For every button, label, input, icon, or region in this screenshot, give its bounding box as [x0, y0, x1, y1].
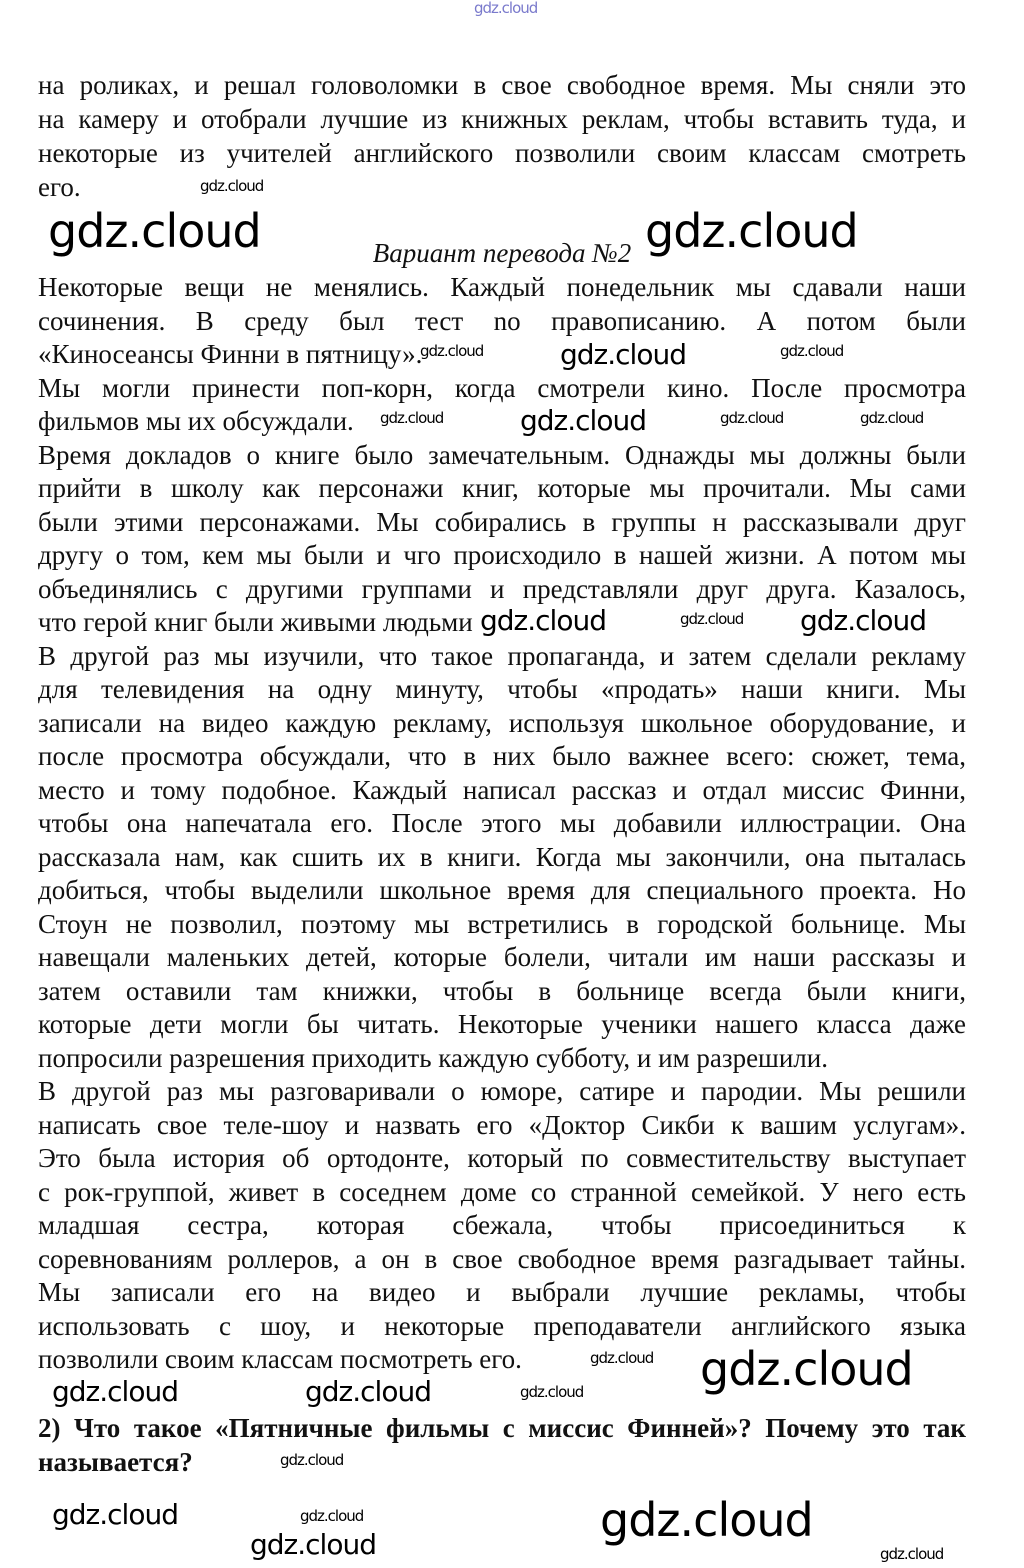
paragraph-5-line: с рок-группой, живет в соседнем доме со странной семейкой. У него есть [38, 1176, 966, 1207]
paragraph-4-line: Стоун не позволил, поэтому мы встретились в городской больнице. Мы [38, 908, 966, 939]
watermark: gdz.cloud [520, 1383, 584, 1401]
paragraph-4-line: для телевидения на одну минуту, чтобы «продать» наши книги. Мы [38, 674, 966, 704]
intro-text-line: на роликах, и решал головоломки в свое свободное время. Мы сняли это [38, 70, 966, 100]
watermark: gdz.cloud [250, 1528, 376, 1561]
paragraph-4-line: записали на видео каждую рекламу, используя школьное оборудование, и [38, 707, 966, 738]
paragraph-5-line: младшая сестра, которая сбежала, чтобы присоединиться к [38, 1210, 966, 1240]
intro-text-line: на камеру и отобрали лучшие из книжных реклам, чтобы вставить туда, и [38, 104, 966, 134]
paragraph-3-line: были этими персонажами. Мы собирались в группы н рассказывали друг [38, 506, 966, 537]
paragraph-3-line: что герой книг были живыми людьми [38, 607, 473, 637]
watermark: gdz.cloud [860, 409, 924, 427]
paragraph-4-line: место и тому подобное. Каждый написал рассказ и отдал миссис Финни, [38, 774, 966, 805]
watermark: gdz.cloud [380, 409, 444, 427]
paragraph-3-line: объединялись с другими группами и представляли друг друга. Казалось, [38, 573, 966, 604]
watermark: gdz.cloud [48, 204, 261, 258]
watermark: gdz.cloud [474, 0, 538, 17]
question-line: 2) Что такое «Пятничные фильмы с миссис Финней»? Почему это так [38, 1413, 966, 1443]
watermark: gdz.cloud [305, 1375, 431, 1408]
watermark: gdz.cloud [680, 610, 744, 628]
question-line: называется? [38, 1447, 193, 1477]
paragraph-5-line: Это была история об ортодонте, который по совместительству выступает [38, 1143, 966, 1173]
paragraph-5-line: позволили своим классам посмотреть его. [38, 1344, 522, 1374]
watermark: gdz.cloud [780, 342, 844, 360]
watermark: gdz.cloud [480, 604, 606, 637]
paragraph-5-line: Мы записали его на видео и выбрали лучшие рекламы, чтобы [38, 1277, 966, 1307]
paragraph-4-line: попросили разрешения приходить каждую субботу, и им разрешили. [38, 1042, 828, 1073]
paragraph-4-line: В другой раз мы изучили, что такое пропаганда, и затем сделали рекламу [38, 640, 966, 671]
watermark: gdz.cloud [880, 1545, 944, 1563]
watermark: gdz.cloud [600, 1493, 813, 1547]
paragraph-5-line: В другой раз мы разговаривали о юморе, сатире и пародии. Мы решили [38, 1076, 966, 1106]
watermark: gdz.cloud [52, 1498, 178, 1531]
paragraph-2-line: Мы могли принести поп-корн, когда смотрели кино. После просмотра [38, 372, 966, 403]
paragraph-1-line: сочинения. В среду был тест no правописанию. А потом были [38, 305, 966, 336]
watermark: gdz.cloud [520, 404, 646, 437]
paragraph-4-line: затем оставили там книжки, чтобы в больнице всегда были книги, [38, 975, 966, 1006]
paragraph-1-line: «Киносеансы Финни в пятницу». [38, 339, 423, 369]
watermark: gdz.cloud [590, 1349, 654, 1367]
watermark: gdz.cloud [720, 409, 784, 427]
watermark: gdz.cloud [200, 177, 264, 195]
watermark: gdz.cloud [645, 204, 858, 258]
translation-variant-heading: Вариант перевода №2 [372, 238, 632, 268]
watermark: gdz.cloud [420, 342, 484, 360]
watermark: gdz.cloud [300, 1507, 364, 1525]
paragraph-4-line: добиться, чтобы выделили школьное время для специального проекта. Но [38, 875, 966, 905]
intro-text-line: некоторые из учителей английского позволили своим классам смотреть [38, 138, 966, 168]
paragraph-4-line: рассказала нам, как сшить их в книги. Когда мы закончили, она пыталась [38, 841, 966, 872]
paragraph-4-line: чтобы она напечатала его. После этого мы добавили иллюстрации. Она [38, 808, 966, 838]
paragraph-4-line: после просмотра обсуждали, что в них было важнее всего: сюжет, тема, [38, 741, 966, 771]
paragraph-5-line: написать свое теле-шоу и назвать его «Доктор Сикби к вашим услугам». [38, 1109, 966, 1140]
watermark: gdz.cloud [700, 1342, 913, 1396]
paragraph-3-line: прийти в школу как персонажи книг, которые мы прочитали. Мы сами [38, 473, 966, 503]
paragraph-4-line: которые дети могли бы читать. Некоторые ученики нашего класса даже [38, 1009, 966, 1039]
watermark: gdz.cloud [280, 1451, 344, 1469]
paragraph-3-line: другу о том, кем мы были и чго происходило в нашей жизни. А потом мы [38, 540, 966, 570]
paragraph-5-line: соревнованиям роллеров, а он в свое свободное время разгадывает тайны. [38, 1243, 966, 1274]
watermark: gdz.cloud [52, 1375, 178, 1408]
watermark: gdz.cloud [800, 604, 926, 637]
paragraph-4-line: навещали маленьких детей, которые болели, читали им наши рассказы и [38, 942, 966, 972]
paragraph-1-line: Некоторые вещи не менялись. Каждый понедельник мы сдавали наши [38, 272, 966, 302]
paragraph-5-line: использовать с шоу, и некоторые преподаватели английского языка [38, 1310, 966, 1341]
paragraph-3-line: Время докладов о книге было замечательным. Однажды мы должны были [38, 439, 966, 470]
intro-text-line: его. [38, 172, 81, 202]
watermark: gdz.cloud [560, 338, 686, 371]
paragraph-2-line: фильмов мы их обсуждали. [38, 406, 354, 436]
